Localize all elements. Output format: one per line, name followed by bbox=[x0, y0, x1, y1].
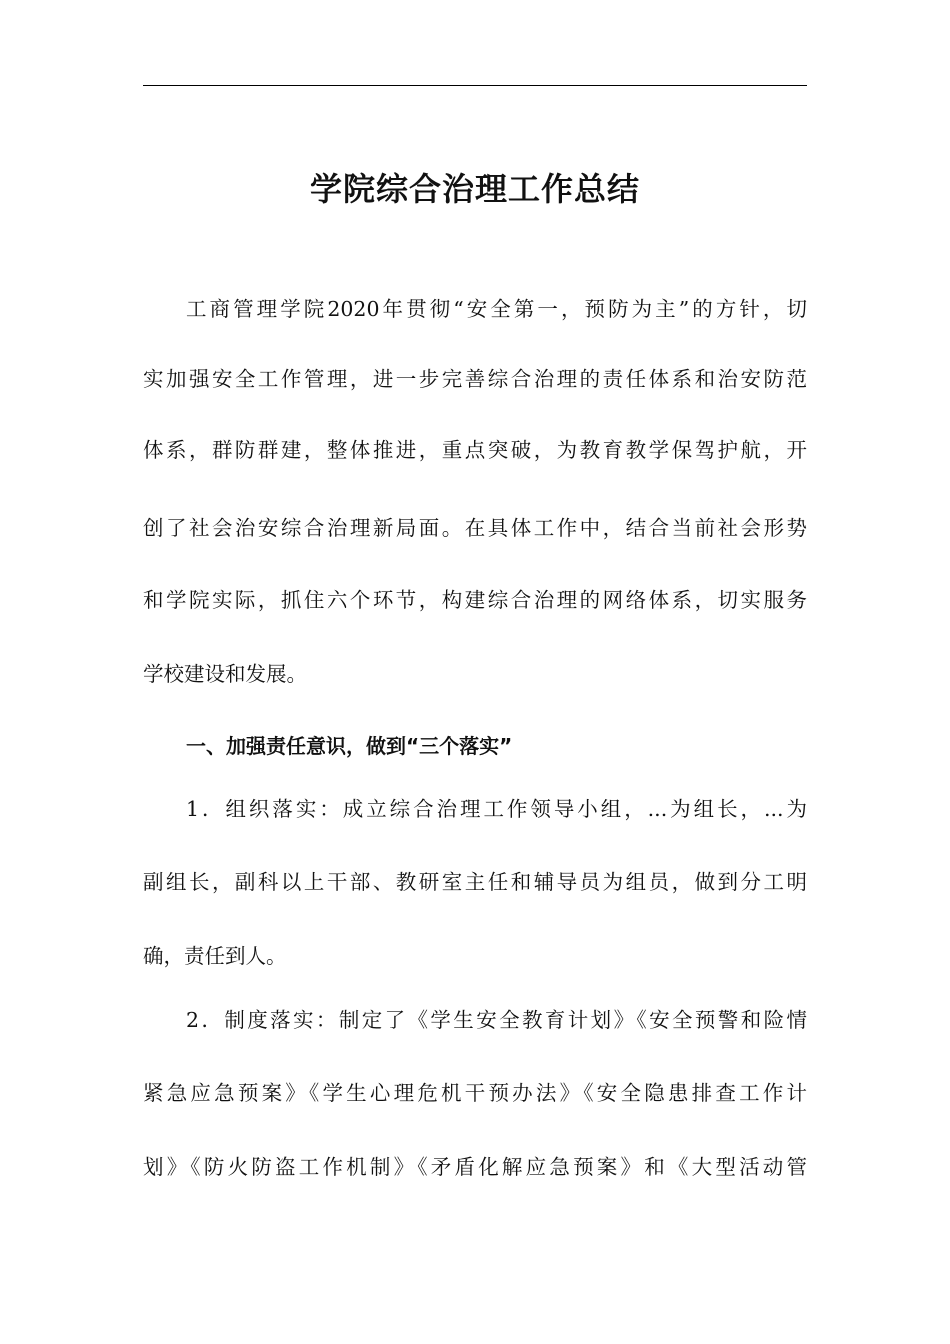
item-1-line-3: 确，责任到人。 bbox=[143, 944, 287, 968]
intro-line-5: 和学院实际，抓住六个环节，构建综合治理的网络体系，切实服务 bbox=[143, 588, 807, 612]
intro-line-1: 工商管理学院2020年贯彻“安全第一，预防为主”的方针，切 bbox=[186, 297, 807, 321]
document-title: 学院综合治理工作总结 bbox=[309, 170, 640, 208]
item-2-line-2: 紧急应急预案》《学生心理危机干预办法》《安全隐患排查工作计 bbox=[143, 1081, 807, 1105]
section-heading-1: 一、加强责任意识，做到“三个落实” bbox=[186, 734, 513, 758]
intro-line-6: 学校建设和发展。 bbox=[143, 662, 307, 686]
intro-line-4: 创了社会治安综合治理新局面。在具体工作中，结合当前社会形势 bbox=[143, 516, 807, 540]
item-2-line-1: 2．制度落实：制定了《学生安全教育计划》《安全预警和险情 bbox=[186, 1008, 807, 1032]
item-1-line-2: 副组长，副科以上干部、教研室主任和辅导员为组员，做到分工明 bbox=[143, 870, 807, 894]
item-1-line-1: 1．组织落实：成立综合治理工作领导小组，...为组长，...为 bbox=[186, 797, 807, 821]
intro-line-3: 体系，群防群建，整体推进，重点突破，为教育教学保驾护航，开 bbox=[143, 438, 807, 462]
item-2-line-3: 划》《防火防盗工作机制》《矛盾化解应急预案》和《大型活动管 bbox=[143, 1155, 807, 1179]
intro-line-2: 实加强安全工作管理，进一步完善综合治理的责任体系和治安防范 bbox=[143, 367, 807, 391]
header-rule bbox=[143, 85, 807, 86]
